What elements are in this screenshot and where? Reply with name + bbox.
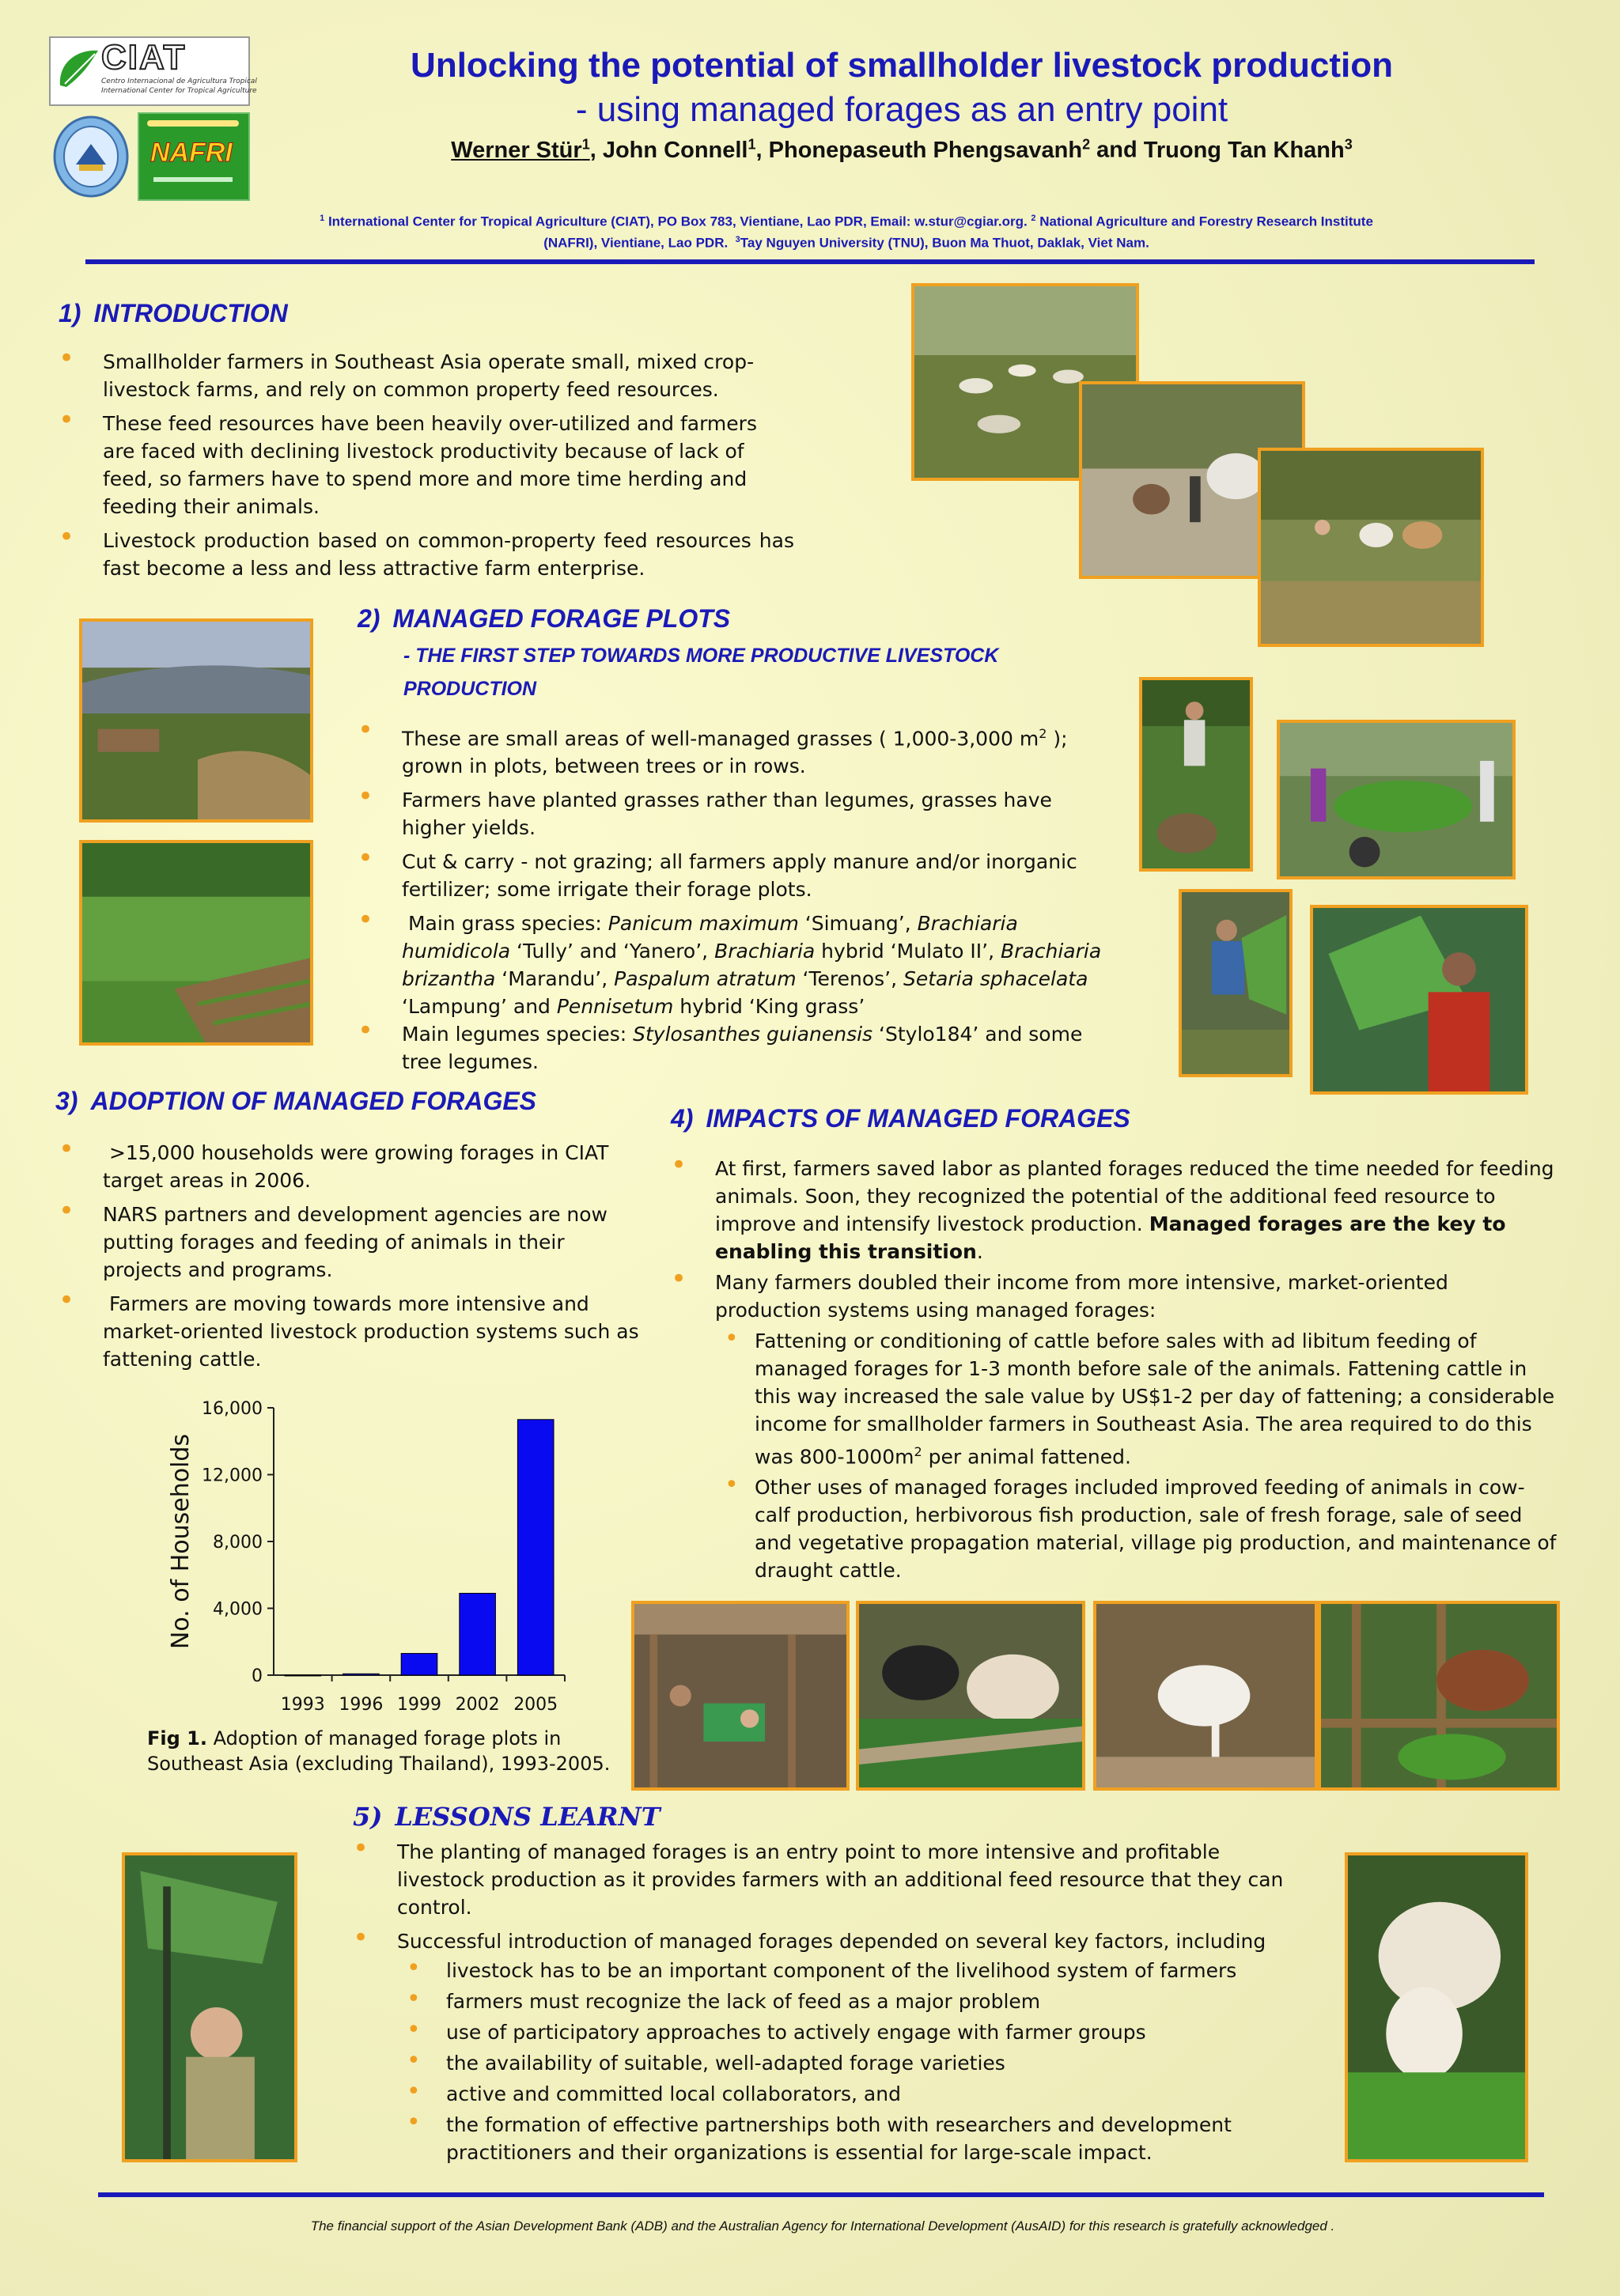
list-item: • Farmers are moving towards more intensive and market-oriented livestock production systems such as fattening cattle. <box>59 1290 647 1373</box>
photo-white-cow-tethered <box>1093 1601 1318 1791</box>
photo-cow-eating-forage <box>1345 1852 1528 2162</box>
nafri-name: NAFRI <box>150 138 233 168</box>
x-tick-label: 1996 <box>339 1695 384 1715</box>
ciat-name: CIAT <box>101 38 187 77</box>
list-item: • farmers must recognize the lack of feed as a major problem <box>397 1988 1302 2015</box>
list-item: • >15,000 households were growing forages in CIAT target areas in 2006. <box>59 1139 647 1194</box>
x-tick-label: 2005 <box>513 1695 558 1715</box>
section-1-heading: 1) INTRODUCTION <box>59 299 288 327</box>
y-tick-label: 4,000 <box>213 1599 263 1620</box>
bar-2005 <box>517 1420 554 1675</box>
section-1-bullets <box>59 348 794 588</box>
list-item: • These are small areas of well-managed grasses ( 1,000-3,000 $m^2$ ); grown in plots, between trees or in rows. <box>358 720 1117 780</box>
poster-title: Unlocking the potential of smallholder livestock production <box>411 46 1393 85</box>
list-item: • Farmers have planted grasses rather than legumes, grasses have higher yields. <box>358 786 1117 842</box>
photo-boy-carrying-grass <box>1310 905 1528 1095</box>
nafri-logo <box>138 112 250 201</box>
list-item: • Successful introduction of managed forages depended on several key factors, including • livestock has to be an important component of the livelihood system of farmers • farmers must recognize the lack of feed as a major problem • use of participatory approaches to actively engage with farmer groups • the availability of suitable, well-adapted forage varieties • active and committed local collaborators, and • the formation of effective partnerships both with researchers and development practitioners and their organizations is essential for large-scale impact. <box>353 1927 1302 2166</box>
section-2-subheading: - THE FIRST STEP TOWARDS MORE PRODUCTIVE LIVESTOCK PRODUCTION <box>403 645 999 700</box>
author-2: John Connell$^1$ <box>602 136 756 163</box>
ciat-logo <box>49 36 257 106</box>
list-item: • active and committed local collaborators, and <box>397 2080 1302 2108</box>
y-tick-label: 8,000 <box>213 1533 263 1553</box>
photo-goats-and-cattle-eating <box>856 1601 1085 1791</box>
list-item: • livestock has to be an important component of the livelihood system of farmers <box>397 1957 1302 1984</box>
affiliations: $^1$ International Center for Tropical Agriculture (CIAT), PO Box 783, Vientiane, Lao PDR, Email: w.stur@cgiar.org. $^2$ National Agriculture and Forestry Research Institute (NAFRI), Vientiane, Lao PDR. $^3$Tay Nguyen University (TNU), Buon Ma Thuot, Daklak, Viet Nam. <box>320 214 1373 251</box>
author-list: Werner Stür$^1$, John Connell$^1$, Phonepaseuth Phengsavanh$^2$ and Truong Tan Khanh$^3$ <box>451 136 1353 163</box>
bar-1993 <box>285 1675 321 1676</box>
y-tick-label: 0 <box>252 1666 263 1686</box>
section-3-heading: 3) ADOPTION OF MANAGED FORAGES <box>55 1087 537 1115</box>
author-3: Phonepaseuth Phengsavanh$^2$ <box>768 136 1091 163</box>
bar-2002 <box>460 1593 496 1675</box>
ciat-sub2: International Center for Tropical Agriculture <box>101 87 257 95</box>
lao-university-seal <box>52 115 130 198</box>
list-item: • Livestock production based on common-property feed resources has fast become a less and less attractive farm enterprise. <box>59 527 794 582</box>
y-axis-label: No. of Households <box>167 1433 195 1650</box>
photo-woman-carrying-grass <box>1179 889 1293 1077</box>
section-5-heading: 5) LESSONS LEARNT <box>353 1802 660 1832</box>
list-item: • Fattening or conditioning of cattle before sales with ad libitum feeding of managed forages for 1-3 month before sale of the animals. Fattening cattle in this way increased the sale value by US$1-2 per day of fattening; a considerable income for smallholder farmers in Southeast Asia. The area required to do this was $800-1000m^2$ per animal fattened. <box>715 1327 1557 1470</box>
figure-1-caption: Fig 1. Adoption of managed forage plots in Southeast Asia (excluding Thailand), 1993-2005. <box>147 1727 611 1775</box>
list-item: • Smallholder farmers in Southeast Asia operate small, mixed crop-livestock farms, and rely on common property feed resources. <box>59 348 794 403</box>
adoption-bar-chart <box>150 1384 593 1732</box>
list-item: • Many farmers doubled their income from more intensive, market-oriented production systems using managed forages: • Fattening or conditioning of cattle before sales with ad libitum feeding of managed forages for 1-3 month before sale of the animals. Fattening cattle in this way increased the sale value by US$1-2 per day of fattening; a considerable income for smallholder farmers in Southeast Asia. The area required to do this was $800-1000m^2$ per animal fattened. • Other uses of managed forages included improved feeding of animals in cow-calf production, herbivorous fish production, sale of fresh forage, sale of seed and vegetative propagation material, village pig production, and maintenance of draught cattle. <box>671 1269 1557 1584</box>
photo-feeding-in-shed <box>631 1601 850 1791</box>
y-tick-label: 12,000 <box>202 1466 263 1486</box>
footer-rule <box>98 2192 1544 2197</box>
nafri-tagline-bar <box>153 177 233 182</box>
section-2-heading: 2) MANAGED FORAGE PLOTS <box>358 604 731 633</box>
x-tick-label: 1999 <box>397 1695 441 1715</box>
poster-subtitle: - using managed forages as an entry point <box>575 90 1228 129</box>
list-item: • the formation of effective partnerships both with researchers and development practitioners and their organizations is essential for large-scale impact. <box>397 2111 1302 2166</box>
list-item: • The planting of managed forages is an entry point to more intensive and profitable livestock production as it provides farmers with an additional feed resource that they can control. <box>353 1838 1302 1921</box>
list-item: • These feed resources have been heavily over-utilized and farmers are faced with declining livestock productivity because of lack of feed, so farmers have to spend more and more time herding and feeding their animals. <box>59 410 794 520</box>
section-4-bullets <box>671 1155 1557 1587</box>
ciat-sub1: Centro Internacional de Agricultura Tropical <box>101 78 257 85</box>
author-4: Truong Tan Khanh$^3$ <box>1143 136 1353 163</box>
photo-farmer-cutting-grass <box>1139 677 1253 872</box>
list-item: • Cut & carry - not grazing; all farmers apply manure and/or inorganic fertilizer; some irrigate their forage plots. <box>358 848 1117 903</box>
acknowledgement: The financial support of the Asian Development Bank (ADB) and the Australian Agency for International Development (AusAID) for this research is gratefully acknowledged . <box>310 2218 1335 2234</box>
photo-boys-with-cattle <box>1258 448 1484 647</box>
list-item: • use of participatory approaches to actively engage with farmer groups <box>397 2018 1302 2046</box>
section-4-subbullets <box>715 1327 1557 1584</box>
photo-forage-plot-rows <box>79 840 313 1046</box>
photo-hillside-village <box>79 618 313 823</box>
y-tick-label: 16,000 <box>202 1399 263 1419</box>
x-tick-label: 2002 <box>455 1695 500 1715</box>
photo-cattle-in-pen <box>1318 1601 1560 1791</box>
photo-child-with-grass <box>122 1852 297 2162</box>
list-item-legumes: • Main legumes species: Stylosanthes guianensis ‘Stylo184’ and some tree legumes. <box>358 1020 1117 1076</box>
section-4-heading: 4) IMPACTS OF MANAGED FORAGES <box>671 1104 1130 1133</box>
header-rule <box>85 259 1535 264</box>
list-item: • NARS partners and development agencies are now putting forages and feeding of animals in their projects and programs. <box>59 1201 647 1284</box>
list-item: • Other uses of managed forages included improved feeding of animals in cow-calf production, herbivorous fish production, sale of fresh forage, sale of seed and vegetative propagation material, village pig production, and maintenance of draught cattle. <box>715 1473 1557 1584</box>
section-2-bullets <box>358 720 1117 1082</box>
section-3-bullets <box>59 1139 647 1379</box>
photo-cart-of-forage <box>1277 720 1516 879</box>
list-item: • Main grass species: Panicum maximum ‘Simuang’, Brachiaria humidicola ‘Tully’ and ‘Yanero’, Brachiaria hybrid ‘Mulato II’, Brachiaria brizantha ‘Marandu’, Paspalum atratum ‘Terenos’, Setaria sphacelata ‘Lampung’ and Pennisetum hybrid ‘King grass’ <box>358 910 1117 1020</box>
list-item: • the availability of suitable, well-adapted forage varieties <box>397 2049 1302 2077</box>
section-5-subbullets <box>397 1957 1302 2166</box>
x-tick-label: 1993 <box>280 1695 325 1715</box>
bar-1996 <box>343 1674 380 1675</box>
author-1: Werner Stür$^1$ <box>451 136 590 163</box>
list-item: • At first, farmers saved labor as planted forages reduced the time needed for feeding animals. Soon, they recognized the potential of the additional feed resource to improve and intensify livestock production. Managed forages are the key to enabling this transition. <box>671 1155 1557 1265</box>
section-5-bullets <box>353 1838 1302 2173</box>
bar-1999 <box>401 1654 437 1675</box>
nafri-arc <box>147 120 239 127</box>
